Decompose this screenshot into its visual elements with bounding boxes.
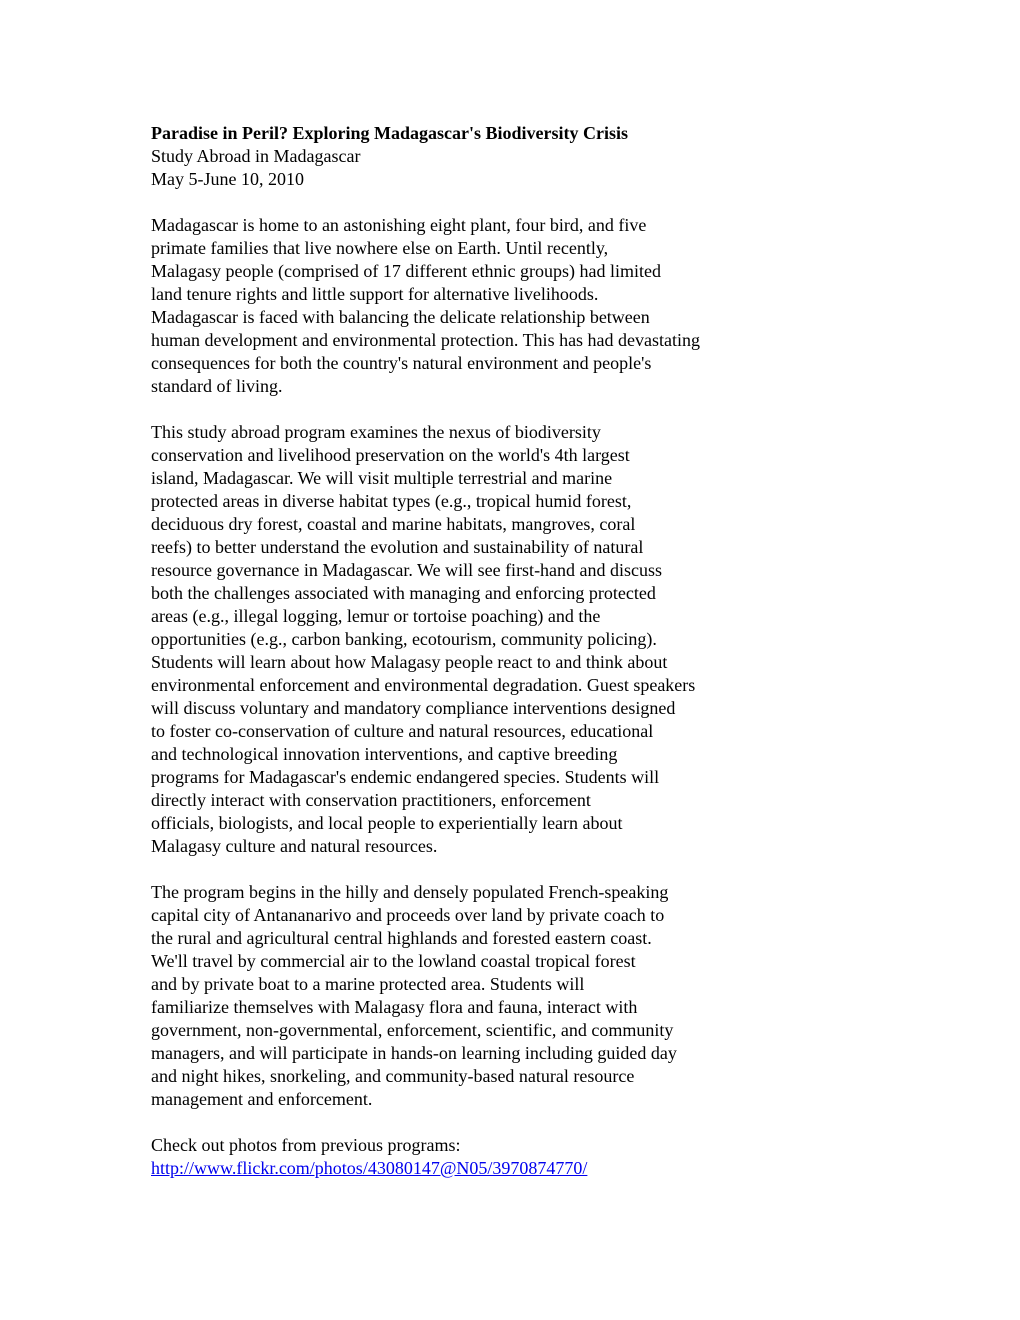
text-line: Malagasy people (comprised of 17 different ethnic groups) had limited bbox=[151, 261, 662, 281]
text-line: protected areas in diverse habitat types (e.g., tropical humid forest, bbox=[151, 491, 632, 511]
document-page bbox=[151, 122, 791, 1180]
text-line: and technological innovation interventions, and captive breeding bbox=[151, 744, 618, 764]
text-line: and by private boat to a marine protected area. Students will bbox=[151, 974, 585, 994]
text-line: resource governance in Madagascar. We will see first-hand and discuss bbox=[151, 560, 663, 580]
text-line: Students will learn about how Malagasy people react to and think about bbox=[151, 652, 668, 672]
text-line: management and enforcement. bbox=[151, 1089, 373, 1109]
text-line: will discuss voluntary and mandatory compliance interventions designed bbox=[151, 698, 676, 718]
text-line: managers, and will participate in hands-on learning including guided day bbox=[151, 1043, 677, 1063]
text-line: and night hikes, snorkeling, and community-based natural resource bbox=[151, 1066, 635, 1086]
text-line: We'll travel by commercial air to the lowland coastal tropical forest bbox=[151, 951, 636, 971]
text-line: familiarize themselves with Malagasy flora and fauna, interact with bbox=[151, 997, 638, 1017]
text-line: deciduous dry forest, coastal and marine habitats, mangroves, coral bbox=[151, 514, 636, 534]
text-line: island, Madagascar. We will visit multiple terrestrial and marine bbox=[151, 468, 613, 488]
text-line: the rural and agricultural central highlands and forested eastern coast. bbox=[151, 928, 652, 948]
program-subtitle: Study Abroad in Madagascar bbox=[151, 146, 361, 166]
text-line: programs for Madagascar's endemic endangered species. Students will bbox=[151, 767, 660, 787]
text-line: land tenure rights and little support for alternative livelihoods. bbox=[151, 284, 599, 304]
text-line: reefs) to better understand the evolution and sustainability of natural bbox=[151, 537, 644, 557]
photos-section bbox=[151, 1134, 791, 1180]
text-line: to foster co-conservation of culture and natural resources, educational bbox=[151, 721, 654, 741]
text-line: officials, biologists, and local people to experientially learn about bbox=[151, 813, 623, 833]
text-line: primate families that live nowhere else on Earth. Until recently, bbox=[151, 238, 609, 258]
paragraph-program bbox=[151, 421, 791, 858]
text-line: conservation and livelihood preservation on the world's 4th largest bbox=[151, 445, 630, 465]
text-line: human development and environmental protection. This has had devastating bbox=[151, 330, 701, 350]
text-line: capital city of Antananarivo and proceeds over land by private coach to bbox=[151, 905, 665, 925]
text-line: Malagasy culture and natural resources. bbox=[151, 836, 438, 856]
text-line: government, non-governmental, enforcement, scientific, and community bbox=[151, 1020, 674, 1040]
text-line: Madagascar is home to an astonishing eight plant, four bird, and five bbox=[151, 215, 647, 235]
text-line: directly interact with conservation practitioners, enforcement bbox=[151, 790, 591, 810]
text-line: consequences for both the country's natural environment and people's bbox=[151, 353, 652, 373]
text-line: Madagascar is faced with balancing the delicate relationship between bbox=[151, 307, 650, 327]
text-line: areas (e.g., illegal logging, lemur or tortoise poaching) and the bbox=[151, 606, 601, 626]
photos-link[interactable]: http://www.flickr.com/photos/43080147@N05/3970874770/ bbox=[151, 1158, 588, 1178]
program-dates: May 5-June 10, 2010 bbox=[151, 169, 304, 189]
document-title: Paradise in Peril? Exploring Madagascar's Biodiversity Crisis bbox=[151, 123, 628, 143]
text-line: standard of living. bbox=[151, 376, 283, 396]
text-line: opportunities (e.g., carbon banking, ecotourism, community policing). bbox=[151, 629, 657, 649]
text-line: both the challenges associated with managing and enforcing protected bbox=[151, 583, 656, 603]
photos-text: Check out photos from previous programs: bbox=[151, 1135, 461, 1155]
text-line: The program begins in the hilly and densely populated French-speaking bbox=[151, 882, 669, 902]
paragraph-intro bbox=[151, 214, 791, 398]
text-line: environmental enforcement and environmental degradation. Guest speakers bbox=[151, 675, 696, 695]
text-line: This study abroad program examines the nexus of biodiversity bbox=[151, 422, 601, 442]
paragraph-itinerary bbox=[151, 881, 791, 1111]
